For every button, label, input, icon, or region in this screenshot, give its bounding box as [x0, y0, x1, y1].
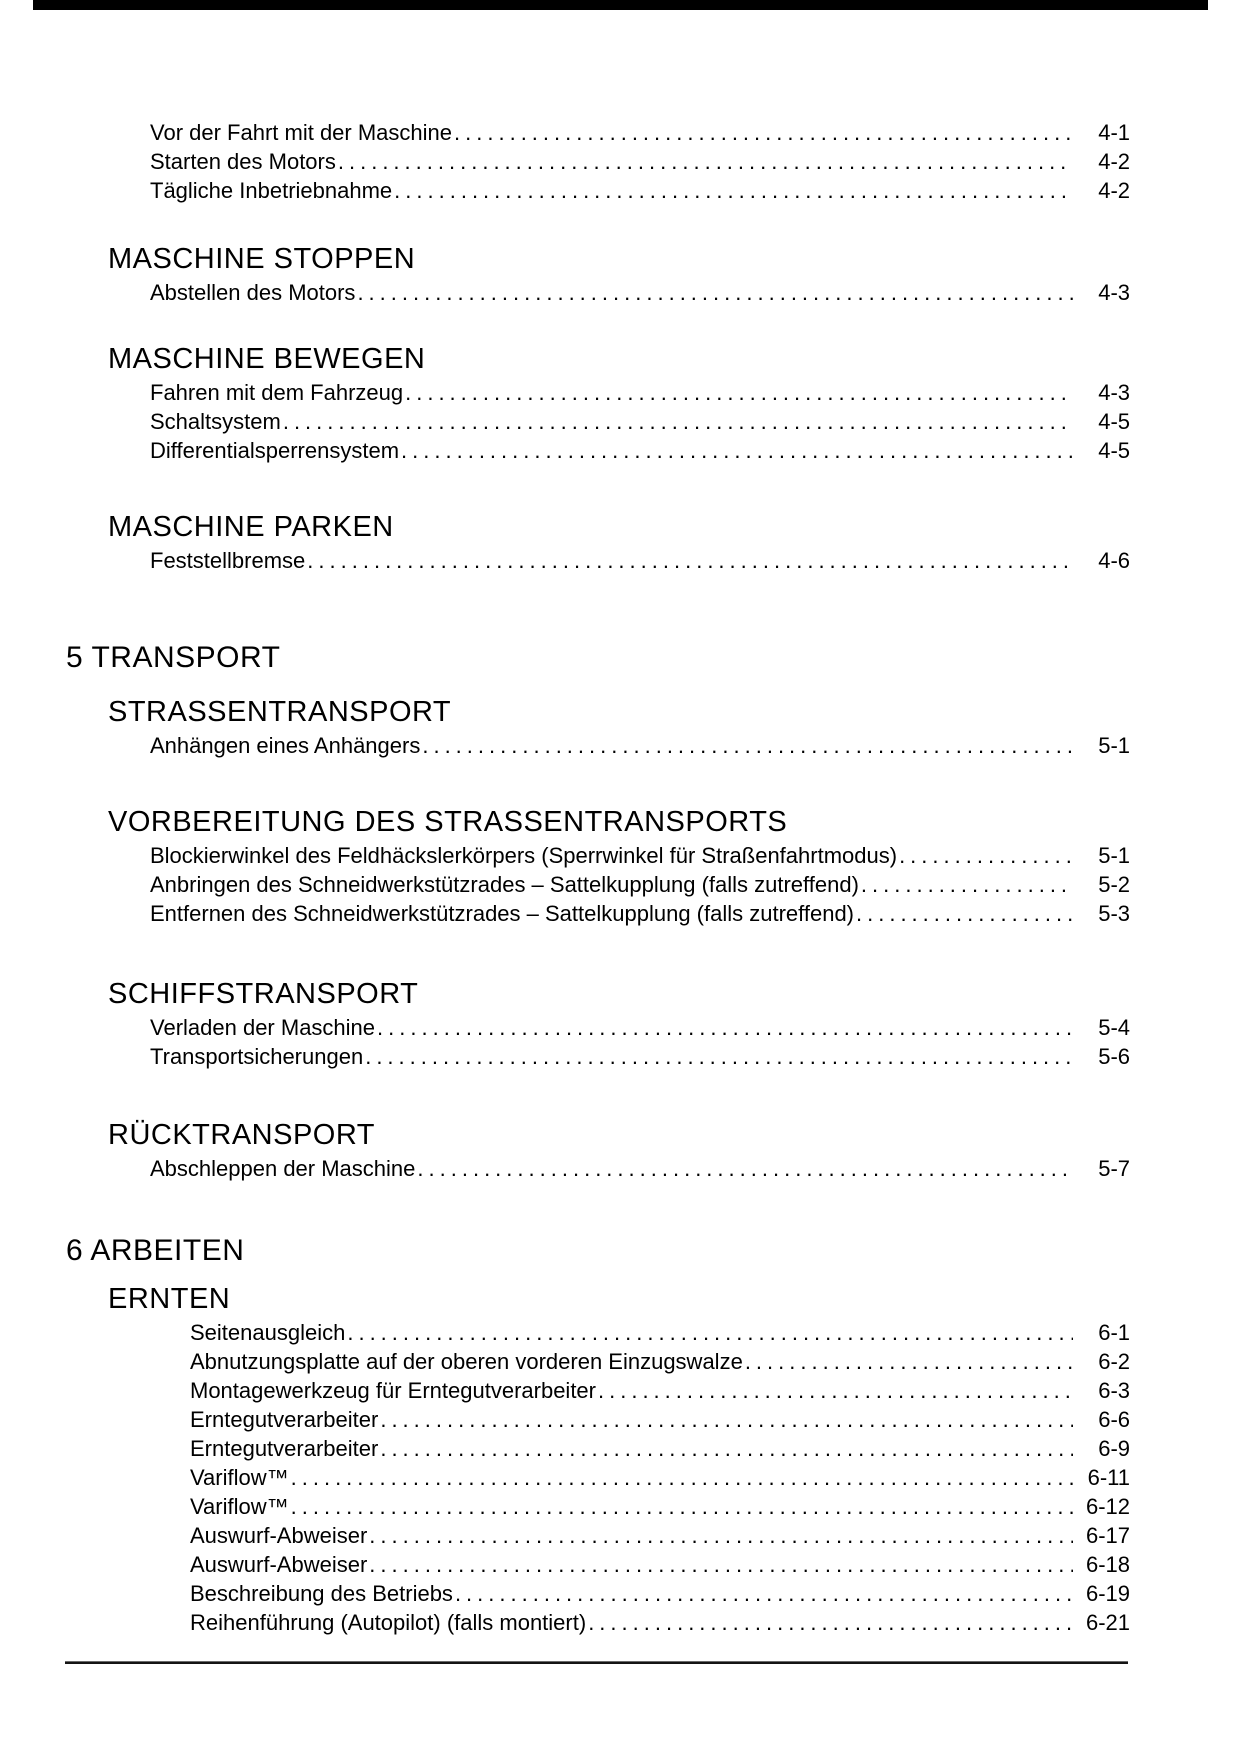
toc-entry	[190, 1434, 1130, 1463]
top-scan-bar	[33, 0, 1208, 10]
toc-entry	[150, 407, 1130, 436]
toc-entry-label: Entfernen des Schneidwerkstützrades – Sattelkupplung (falls zutreffend)	[150, 901, 854, 926]
toc-entry	[150, 1042, 1130, 1071]
toc-entry-page: 4-5	[1098, 409, 1130, 434]
toc-entry	[150, 841, 1130, 870]
dot-leader	[417, 1154, 1073, 1183]
toc-entry-label: Differentialsperrensystem	[150, 438, 400, 463]
toc-section	[108, 977, 1130, 1071]
toc-entry	[150, 1154, 1130, 1183]
toc-entry-label: Verladen der Maschine	[150, 1015, 376, 1040]
toc-entry	[190, 1463, 1130, 1492]
toc-entry-page: 6-2	[1098, 1349, 1130, 1374]
toc-entry-label: Seitenausgleich	[190, 1320, 346, 1345]
toc-entry-label: Variflow™	[190, 1465, 289, 1490]
toc-entry-label: Reihenführung (Autopilot) (falls montiert)	[190, 1610, 587, 1635]
toc-entry-label: Starten des Motors	[150, 149, 336, 174]
toc-entry-page: 6-18	[1085, 1552, 1130, 1577]
toc-entry-page: 6-12	[1085, 1494, 1130, 1519]
toc-entry-page: 6-19	[1085, 1581, 1130, 1606]
toc-section	[108, 695, 1130, 760]
toc-entry	[190, 1579, 1130, 1608]
dot-leader	[377, 1013, 1073, 1042]
toc-entry-page: 6-17	[1085, 1523, 1130, 1548]
dot-leader	[899, 841, 1073, 870]
section-heading: ERNTEN	[108, 1283, 231, 1315]
toc-entry-page: 6-11	[1087, 1465, 1130, 1490]
toc-entry	[190, 1608, 1130, 1637]
toc-entry-label: Fahren mit dem Fahrzeug	[150, 380, 404, 405]
section-heading: STRASSENTRANSPORT	[108, 696, 452, 728]
toc-entry-page: 4-2	[1098, 178, 1130, 203]
toc-entry-page: 4-3	[1098, 380, 1130, 405]
toc-entry-page: 4-5	[1098, 438, 1130, 463]
toc-continuation-block	[150, 118, 1130, 205]
section-heading: SCHIFFSTRANSPORT	[108, 978, 419, 1010]
dot-leader	[369, 1550, 1073, 1579]
section-heading: MASCHINE BEWEGEN	[108, 343, 426, 375]
dot-leader	[283, 407, 1073, 436]
toc-entry-label: Anhängen eines Anhängers	[150, 733, 421, 758]
section-heading: MASCHINE STOPPEN	[108, 243, 416, 275]
toc-section	[108, 805, 1130, 928]
toc-entry-page: 5-7	[1098, 1156, 1130, 1181]
toc-entry-label: Erntegutverarbeiter	[190, 1407, 379, 1432]
toc-section	[108, 242, 1130, 307]
toc-entry-label: Variflow™	[190, 1494, 289, 1519]
toc-entry-page: 4-3	[1098, 280, 1130, 305]
toc-entry-label: Erntegutverarbeiter	[190, 1436, 379, 1461]
toc-entry-page: 5-3	[1098, 901, 1130, 926]
toc-entry	[150, 118, 1130, 147]
toc-entry	[150, 546, 1130, 575]
toc-entry-page: 5-6	[1098, 1044, 1130, 1069]
toc-entry-label: Auswurf-Abweiser	[190, 1523, 368, 1548]
toc-entry-label: Vor der Fahrt mit der Maschine	[150, 120, 453, 145]
toc-entry-label: Transportsicherungen	[150, 1044, 364, 1069]
toc-entry-page: 6-9	[1098, 1436, 1130, 1461]
dot-leader	[394, 176, 1073, 205]
toc-entry-page: 5-2	[1098, 872, 1130, 897]
toc-section	[108, 1118, 1130, 1183]
toc-entry	[150, 870, 1130, 899]
toc-section	[108, 342, 1130, 465]
dot-leader	[861, 870, 1073, 899]
toc-entry-label: Beschreibung des Betriebs	[190, 1581, 453, 1606]
toc-entry-page: 5-1	[1098, 843, 1130, 868]
dot-leader	[307, 546, 1073, 575]
dot-leader	[598, 1376, 1073, 1405]
toc-entry-label: Feststellbremse	[150, 548, 306, 573]
toc-entry-label: Montagewerkzeug für Erntegutverarbeiter	[190, 1378, 596, 1403]
dot-leader	[347, 1318, 1073, 1347]
toc-entry-label: Anbringen des Schneidwerkstützrades – Sattelkupplung (falls zutreffend)	[150, 872, 859, 897]
dot-leader	[422, 731, 1073, 760]
dot-leader	[454, 118, 1073, 147]
toc-entry	[190, 1405, 1130, 1434]
toc-entry-page: 4-2	[1098, 149, 1130, 174]
dot-leader	[401, 436, 1073, 465]
dot-leader	[338, 147, 1073, 176]
toc-entry-page: 6-6	[1098, 1407, 1130, 1432]
toc-entry	[190, 1521, 1130, 1550]
dot-leader	[380, 1405, 1073, 1434]
dot-leader	[745, 1347, 1073, 1376]
toc-entry-label: Tägliche Inbetriebnahme	[150, 178, 393, 203]
toc-entry	[150, 436, 1130, 465]
toc-entry-page: 6-21	[1085, 1610, 1130, 1635]
dot-leader	[365, 1042, 1073, 1071]
dot-leader	[291, 1492, 1073, 1521]
section-heading: MASCHINE PARKEN	[108, 511, 394, 543]
section-heading: VORBEREITUNG DES STRASSENTRANSPORTS	[108, 806, 788, 838]
toc-entry	[190, 1347, 1130, 1376]
toc-entry-page: 5-1	[1098, 733, 1130, 758]
dot-leader	[369, 1521, 1073, 1550]
toc-entry	[190, 1492, 1130, 1521]
toc-entry	[150, 899, 1130, 928]
toc-entry	[150, 1013, 1130, 1042]
dot-leader	[856, 899, 1073, 928]
toc-entry	[150, 731, 1130, 760]
dot-leader	[380, 1434, 1073, 1463]
toc-entry-label: Schaltsystem	[150, 409, 281, 434]
footer-rule	[65, 1661, 1128, 1664]
toc-entry	[190, 1376, 1130, 1405]
toc-entry-page: 6-1	[1098, 1320, 1130, 1345]
dot-leader	[588, 1608, 1073, 1637]
toc-entry	[190, 1550, 1130, 1579]
dot-leader	[405, 378, 1073, 407]
toc-entry-label: Abnutzungsplatte auf der oberen vorderen Einzugswalze	[190, 1349, 743, 1374]
toc-entry	[150, 378, 1130, 407]
dot-leader	[455, 1579, 1073, 1608]
section-heading: RÜCKTRANSPORT	[108, 1119, 375, 1151]
toc-entry-label: Abstellen des Motors	[150, 280, 356, 305]
chapter-heading: 6 ARBEITEN	[66, 1234, 245, 1267]
toc-entry-page: 4-1	[1098, 120, 1130, 145]
dot-leader	[357, 278, 1073, 307]
toc-entry-label: Abschleppen der Maschine	[150, 1156, 416, 1181]
toc-entry	[150, 147, 1130, 176]
toc-section	[108, 1282, 1130, 1637]
toc-entry	[150, 176, 1130, 205]
toc-entry	[190, 1318, 1130, 1347]
toc-entry-page: 4-6	[1098, 548, 1130, 573]
toc-entry-label: Blockierwinkel des Feldhäckslerkörpers (Sperrwinkel für Straßenfahrtmodus)	[150, 843, 898, 868]
toc-entry-page: 6-3	[1098, 1378, 1130, 1403]
toc-entry	[150, 278, 1130, 307]
toc-entry-page: 5-4	[1098, 1015, 1130, 1040]
toc-section	[108, 510, 1130, 575]
dot-leader	[291, 1463, 1073, 1492]
toc-entry-label: Auswurf-Abweiser	[190, 1552, 368, 1577]
chapter-heading: 5 TRANSPORT	[66, 641, 281, 674]
